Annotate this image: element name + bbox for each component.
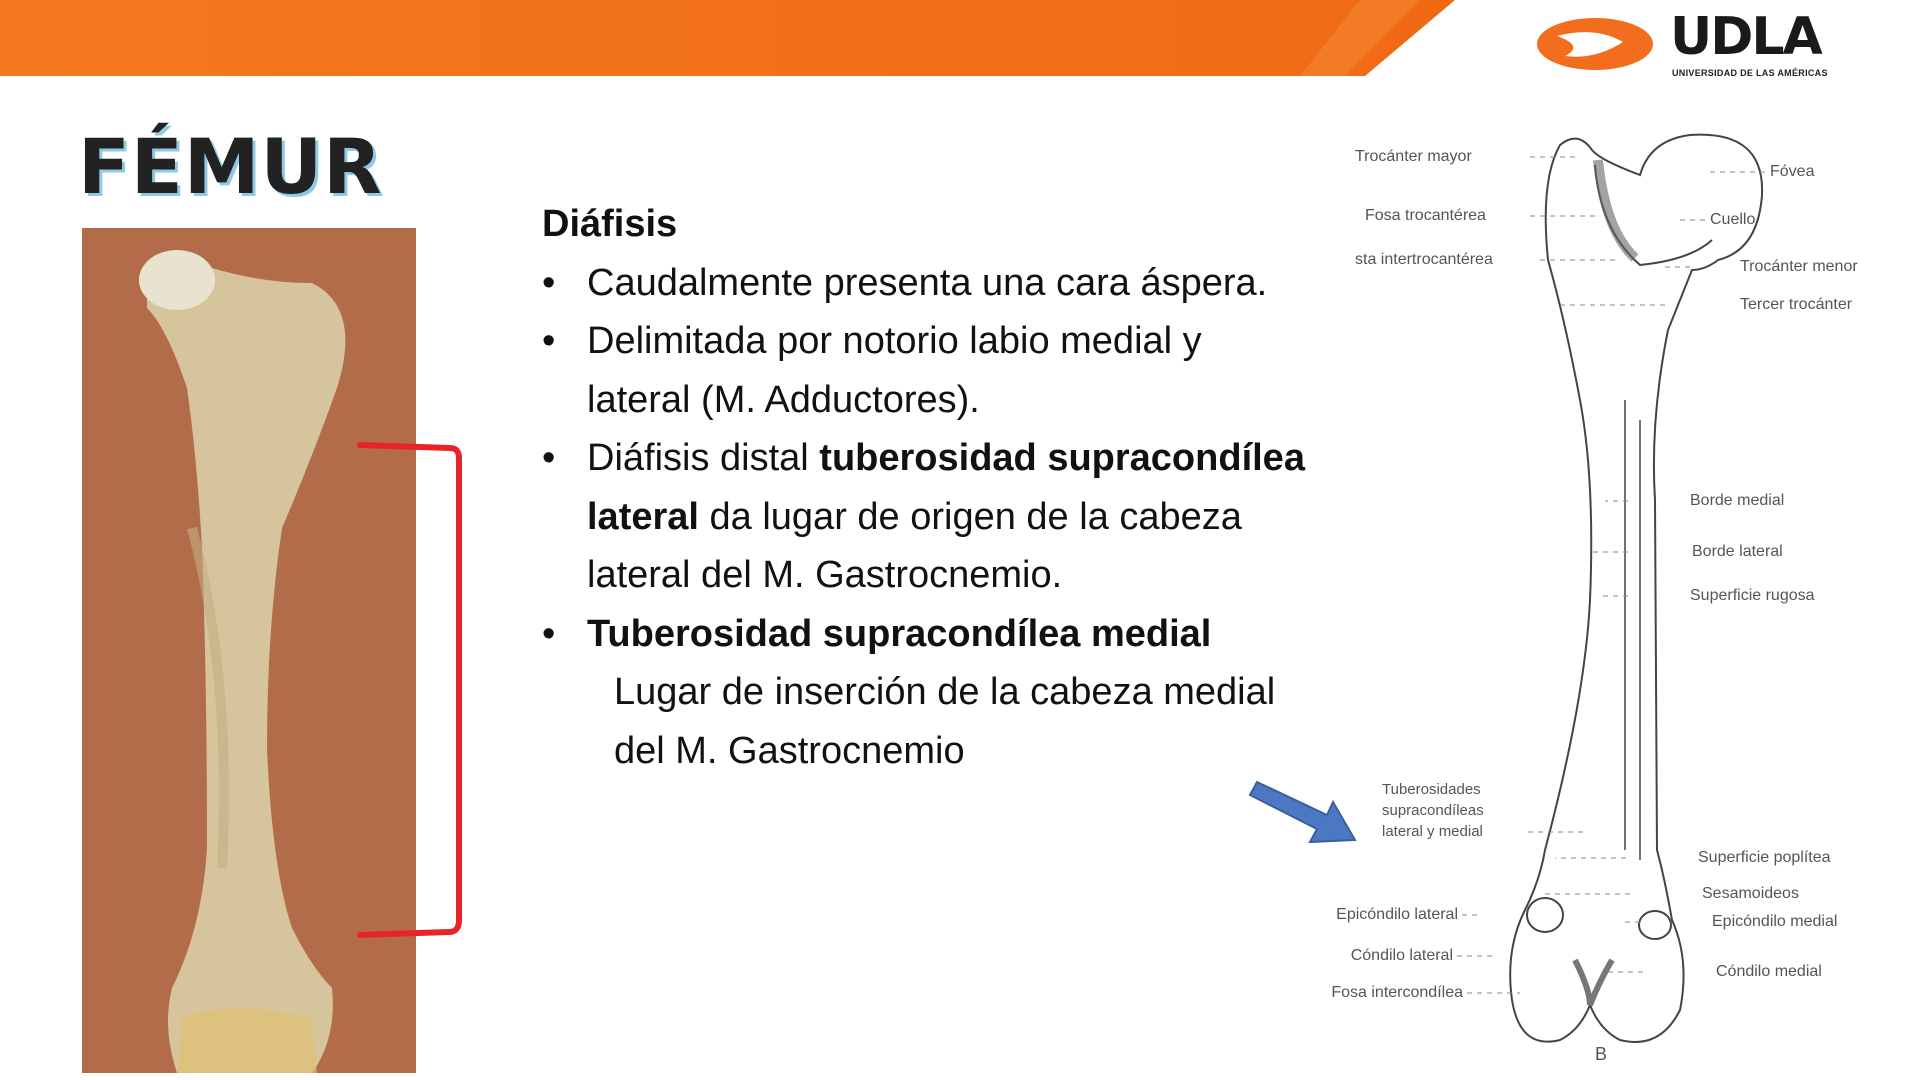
label-epicondilo-lateral: Epicóndilo lateral: [1336, 906, 1458, 923]
label-trocanter-mayor: Trocánter mayor: [1355, 148, 1472, 165]
bullet-item: [542, 605, 1312, 664]
label-superficie-poplitea: Superficie poplítea: [1698, 849, 1831, 866]
slide-title: FÉMUR: [78, 122, 383, 211]
logo-wordmark: UDLA: [1670, 7, 1821, 67]
bullet-bold-text: Tuberosidad supracondílea medial: [587, 612, 1212, 655]
label-fovea: Fóvea: [1770, 163, 1815, 180]
udla-logo: [1530, 7, 1890, 82]
label-epicondilo-medial: Epicóndilo medial: [1712, 913, 1838, 930]
bullet-text: Diáfisis distal: [587, 437, 820, 479]
bullet-subtext: Lugar de inserción de la cabeza medial del M. Gastrocnemio: [614, 671, 1276, 772]
bullet-item: • Delimitada por notorio labio medial y lateral (M. Adductores).: [542, 312, 1312, 429]
label-tuberosidades: lateral y medial: [1382, 823, 1483, 840]
label-fosa-trocanterea: Fosa trocantérea: [1365, 207, 1486, 224]
label-cuello: Cuello: [1710, 211, 1756, 228]
bullet-text: da lugar de origen de la cabeza lateral del M. Gastrocnemio.: [587, 495, 1242, 596]
label-view-letter: B: [1595, 1044, 1608, 1064]
bullet-list: [542, 254, 1312, 664]
label-condilo-medial: Cóndilo medial: [1716, 963, 1822, 980]
label-superficie-rugosa: Superficie rugosa: [1690, 587, 1815, 604]
section-heading: Diáfisis: [542, 203, 678, 245]
bullet-item: • Caudalmente presenta una cara áspera.: [542, 254, 1312, 313]
label-tuberosidades: Tuberosidades: [1382, 781, 1481, 798]
diaphysis-bracket: [355, 440, 465, 940]
bullet-bold-text: tuberosidad supracondílea lateral: [587, 437, 1305, 538]
label-fosa-intercondilea: Fosa intercondílea: [1331, 984, 1463, 1001]
text-content: [542, 195, 1312, 780]
bullet-item: [542, 429, 1312, 605]
logo-subtitle: UNIVERSIDAD DE LAS AMÉRICAS: [1672, 68, 1828, 78]
udla-logo-mark-icon: [1535, 16, 1655, 72]
label-tuberosidades: supracondíleas: [1382, 802, 1484, 819]
label-borde-medial: Borde medial: [1690, 492, 1785, 509]
label-trocanter-menor: Trocánter menor: [1740, 258, 1858, 275]
label-condilo-lateral: Cóndilo lateral: [1350, 947, 1453, 964]
label-cresta-intertrocanterea: sta intertrocantérea: [1355, 251, 1493, 268]
arrow-icon: [1245, 770, 1365, 850]
label-sesamoideos: Sesamoideos: [1702, 885, 1799, 902]
label-borde-lateral: Borde lateral: [1692, 543, 1783, 560]
label-tercer-trocanter: Tercer trocánter: [1740, 296, 1853, 313]
